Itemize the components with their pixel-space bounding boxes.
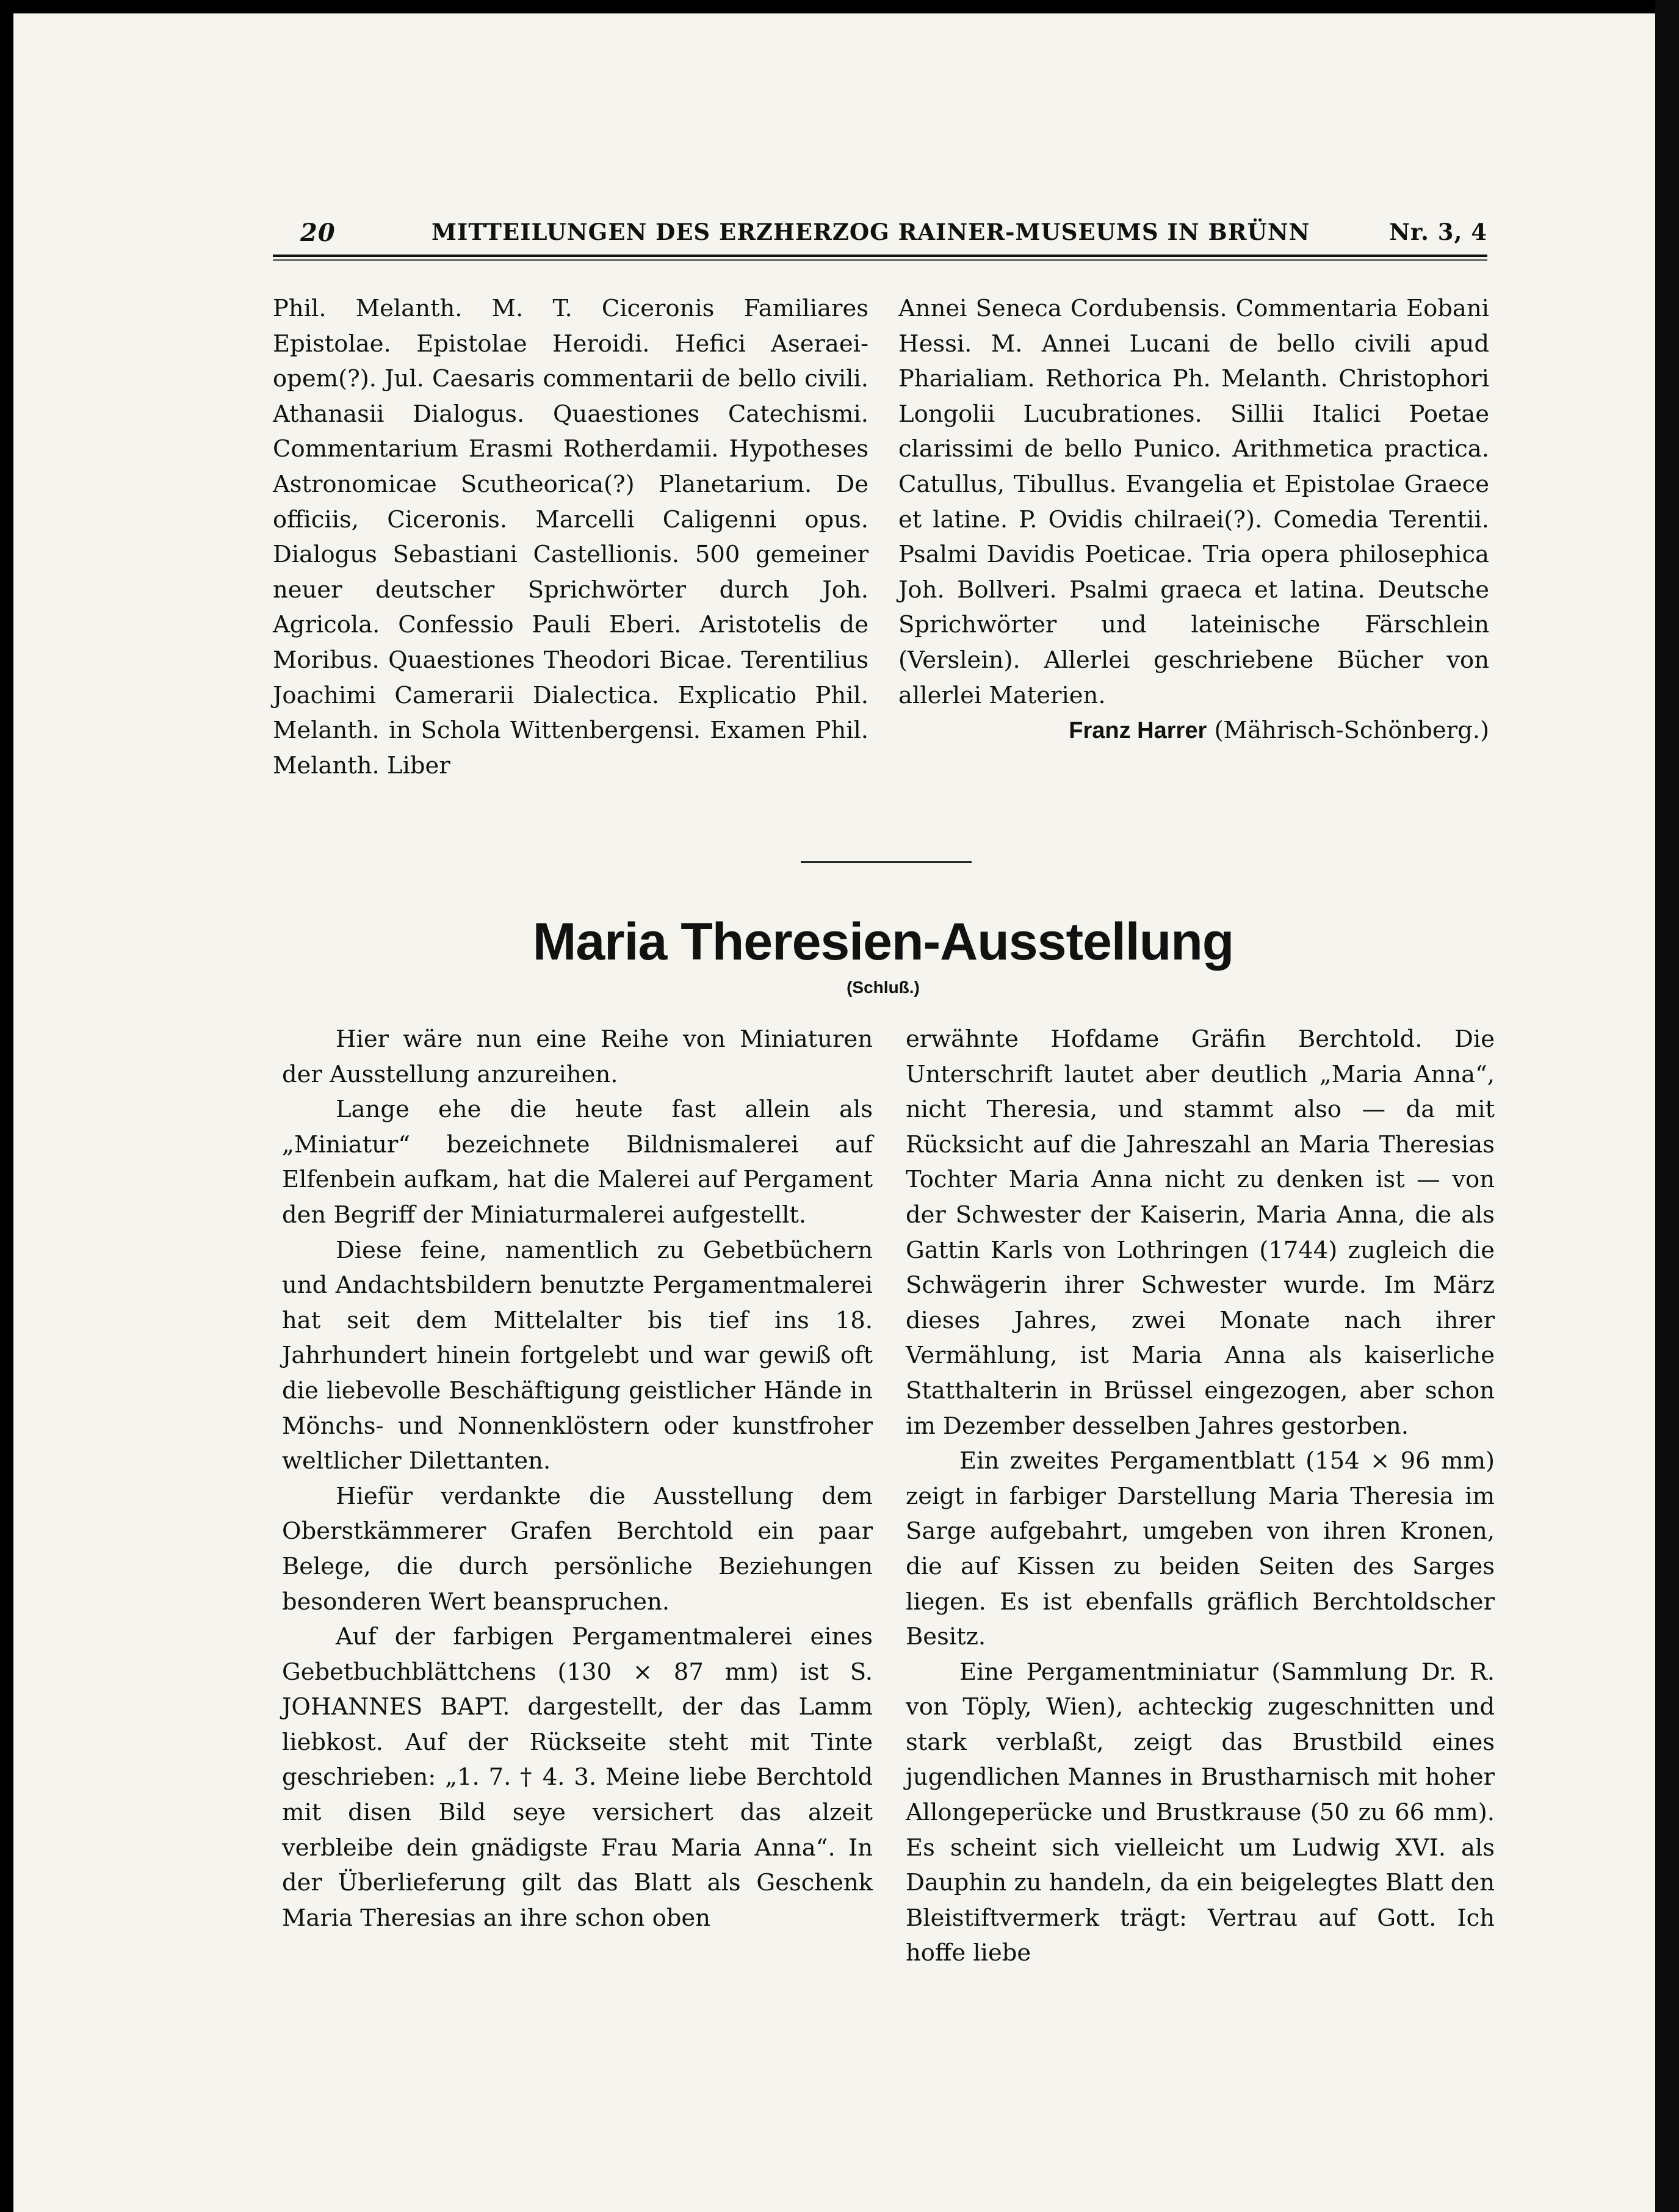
- article-subtitle: (Schluß.): [847, 978, 920, 997]
- document-page: [13, 13, 1655, 2212]
- paragraph: erwähnte Hofdame Gräfin Berchtold. Die Unterschrift lautet aber deutlich „Maria Anna“, nicht Theresia, und stammt also — da mit Rücksicht auf die Jahreszahl an Maria Theresias Tochter Maria Anna nicht zu denken ist — von der Schwester der Kaiserin, Maria Anna, die als Gattin Karls von Lothringen (1744) zugleich die Schwägerin ihrer Schwester wurde. Im März dieses Jahres, zwei Monate nach ihrer Vermählung, ist Maria Anna als kaiserliche Statthalterin in Brüssel eingezogen, aber schon im Dezember desselben Jahres gestorben.: [906, 1025, 1495, 1440]
- paragraph: Ein zweites Pergamentblatt (154 × 96 mm) zeigt in farbiger Darstellung Maria Theresia im Sarge aufgebahrt, umgeben von ihren Kronen, die auf Kissen zu beiden Seiten des Sarges liegen. Es ist ebenfalls gräflich Berchtoldscher Besitz.: [906, 1447, 1495, 1651]
- journal-title: MITTEILUNGEN DES ERZHERZOG RAINER-MUSEUMS IN BRÜNN: [431, 219, 1310, 245]
- top-right-column: [898, 291, 1489, 749]
- paragraph: Lange ehe die heute fast allein als „Miniatur“ bezeichnete Bildnismalerei auf Elfenbein aufkam, hat die Malerei auf Pergament den Begriff der Miniaturmalerei aufgestellt.: [282, 1096, 873, 1229]
- paragraph: Diese feine, namentlich zu Gebetbüchern und Andachtsbildern benutzte Pergamentmalerei hat seit dem Mittelalter bis tief ins 18. Jahrhundert hinein fortgelebt und war gewiß oft die liebevolle Beschäftigung geistlicher Hände in Mönchs- und Nonnenklöstern oder kunstfroher weltlicher Dilettanten.: [282, 1236, 873, 1475]
- author-name: Franz Harrer: [1069, 718, 1207, 744]
- running-header: [273, 215, 1487, 251]
- scan-border: [1655, 0, 1679, 2212]
- header-rule: [273, 255, 1487, 257]
- paragraph: Hiefür verdankte die Ausstellung dem Oberstkämmerer Grafen Berchtold ein paar Belege, die durch persönliche Beziehungen besonderen Wert beanspruchen.: [282, 1482, 873, 1616]
- paragraph: Auf der farbigen Pergamentmalerei eines Gebetbuchblättchens (130 × 87 mm) ist S. JOHANNES BAPT. dargestellt, der das Lamm liebkost. Auf der Rückseite steht mit Tinte geschrieben: „1. 7. † 4. 3. Meine liebe Berchtold mit disen Bild seye versichert das alzeit verbleibe dein gnädigste Frau Maria Anna“. In der Überlieferung gilt das Blatt als Geschenk Maria Theresias an ihre schon oben: [282, 1623, 873, 1932]
- author-place: (Mährisch-Schönberg.): [1214, 717, 1489, 745]
- page-number: 20: [300, 219, 336, 247]
- author-signature: [898, 713, 1489, 749]
- paragraph: Hier wäre nun eine Reihe von Miniaturen der Ausstellung anzureihen.: [282, 1025, 873, 1088]
- book-list-right: Annei Seneca Cordubensis. Commentaria Eobani Hessi. M. Annei Lucani de bello civili apud Pharialiam. Rethorica Ph. Melanth. Christophori Longolii Lucubrationes. Sillii Italici Poetae clarissimi de bello Punico. Arithmetica practica. Catullus, Tibullus. Evangelia et Epistolae Graece et latine. P. Ovidis chilraei(?). Comedia Terentii. Psalmi Davidis Poeticae. Tria opera philosephica Joh. Bollveri. Psalmi graeca et latina. Deutsche Sprichwörter und lateinische Färschlein (Verslein). Allerlei geschriebene Bücher von allerlei Materien.: [898, 295, 1489, 709]
- top-left-column: [273, 291, 868, 783]
- issue-number: Nr. 3, 4: [1389, 219, 1487, 245]
- article-right-column: [906, 1022, 1495, 1971]
- paragraph: Eine Pergamentminiatur (Sammlung Dr. R. von Töply, Wien), achteckig zugeschnitten und stark verblaßt, zeigt das Brustbild eines jugendlichen Mannes in Brustharnisch mit hoher Allongeperücke und Brustkrause (50 zu 66 mm). Es scheint sich vielleicht um Ludwig XVI. als Dauphin zu handeln, da ein beigelegtes Blatt den Bleistiftvermerk trägt: Vertrau auf Gott. Ich hoffe liebe: [906, 1658, 1495, 1967]
- article-title: Maria Theresien-Ausstellung: [532, 913, 1234, 971]
- book-list-left: Phil. Melanth. M. T. Ciceronis Familiares Epistolae. Epistolae Heroidi. Hefici Aseraeiopem(?). Jul. Caesaris commentarii de bello civili. Athanasii Dialogus. Quaestiones Catechismi. Commentarium Erasmi Rotherdamii. Hypotheses Astronomicae Scutheorica(?) Planetarium. De officiis, Ciceronis. Marcelli Caligenni opus. Dialogus Sebastiani Castellionis. 500 gemeiner neuer deutscher Sprichwörter durch Joh. Agricola. Confessio Pauli Eberi. Aristotelis de Moribus. Quaestiones Theodori Bicae. Terentilius Joachimi Camerarii Dialectica. Explicatio Phil. Melanth. in Schola Wittenbergensi. Examen Phil. Melanth. Liber: [273, 295, 868, 779]
- section-separator: [801, 861, 972, 863]
- header-rule-thin: [273, 259, 1487, 261]
- article-left-column: [282, 1022, 873, 1936]
